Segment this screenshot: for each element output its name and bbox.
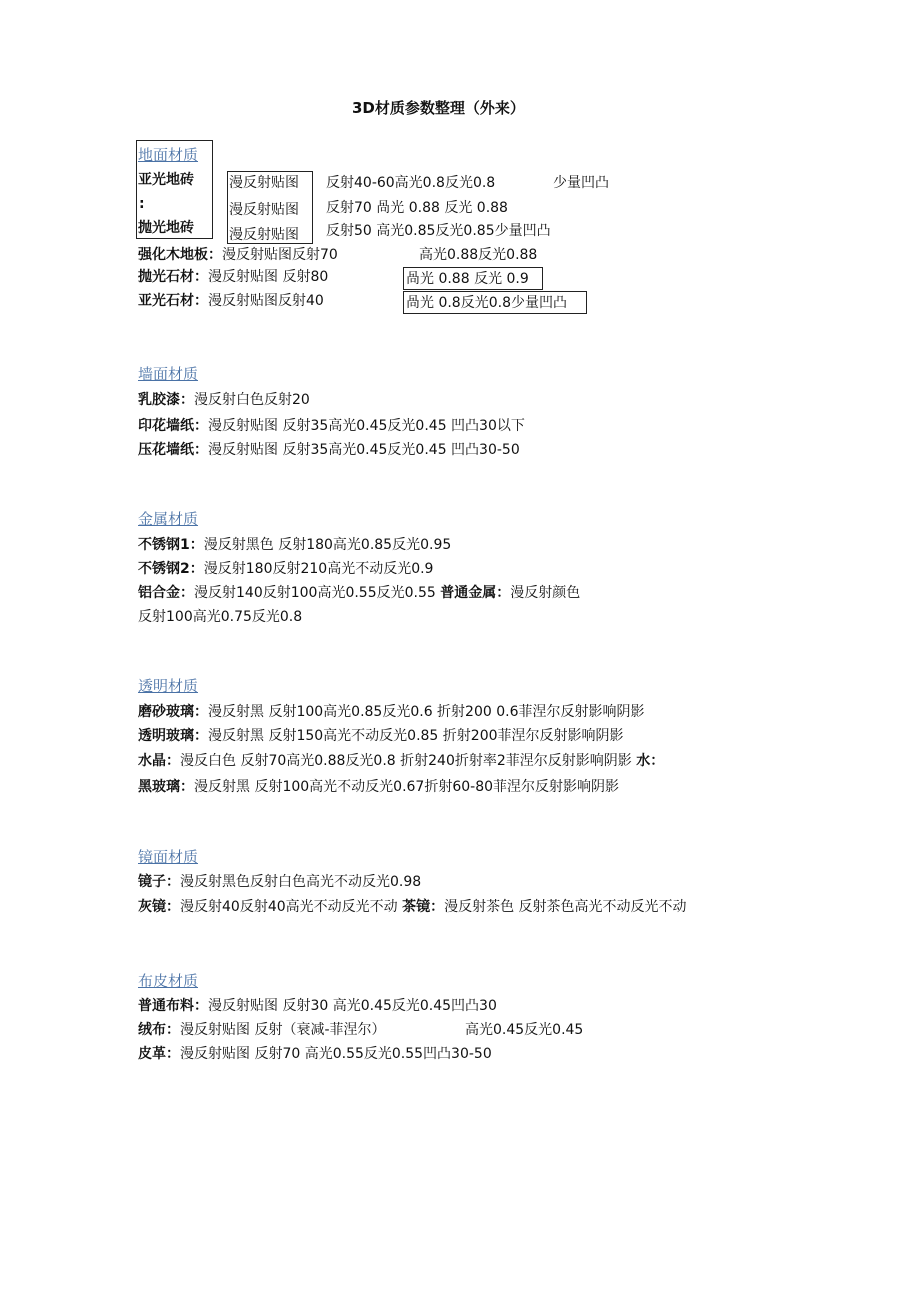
section-heading-floor: 地面材质 (138, 146, 199, 164)
velvet-label: 绒布： (138, 1022, 180, 1038)
section-heading-wall: 墙面材质 (138, 365, 199, 383)
crystal-label: 水晶： (138, 753, 180, 769)
aluminum-row (138, 584, 580, 602)
clear-glass-label: 透明玻璃： (138, 728, 208, 744)
section-heading-fabric: 布皮材质 (138, 972, 199, 990)
leather-value: 漫反射贴图 反射70 高光0.55反光0.55凹凸30-50 (180, 1046, 492, 1062)
embossed-wallpaper-value: 漫反射贴图 反射35高光0.45反光0.45 凹凸30-50 (208, 442, 520, 458)
frosted-glass-row (138, 703, 645, 721)
diffuse-map-label-1: 漫反射贴图 (229, 175, 299, 191)
leather-row (138, 1045, 492, 1063)
clear-glass-row (138, 727, 624, 745)
stainless-1-value: 漫反射黑色 反射180高光0.85反光0.95 (203, 537, 452, 553)
diffuse-map-label-3: 漫反射贴图 (229, 227, 299, 243)
tea-mirror-label: 茶镜： (402, 899, 445, 915)
matte-stone-row (138, 292, 324, 310)
section-heading-mirror: 镜面材质 (138, 848, 199, 866)
stainless-2-row (138, 560, 433, 578)
crystal-value: 漫反白色 反射70高光0.88反光0.8 折射240折射率2菲涅尔反射影响阴影 (180, 753, 632, 769)
polished-tile-label: 抛光地砖 (138, 220, 194, 236)
embossed-wallpaper-label: 压花墙纸： (138, 442, 208, 458)
section-heading-transparent: 透明材质 (138, 677, 199, 695)
grey-mirror-label: 灰镜： (138, 899, 180, 915)
laminate-highlight: 高光0.88反光0.88 (419, 247, 538, 263)
polished-stone-label: 抛光石材： (138, 269, 208, 285)
black-glass-label: 黑玻璃： (138, 779, 194, 795)
common-metal-continued: 反射100高光0.75反光0.8 (138, 609, 303, 625)
black-glass-value: 漫反射黑 反射100高光不动反光0.67折射60-80菲涅尔反射影响阴影 (194, 779, 620, 795)
floor-row-3-params: 反射50 高光0.85反光0.85少量凹凸 (326, 223, 551, 239)
stainless-2-label: 不锈钢2： (138, 561, 204, 577)
polished-stone-highlight: 咼光 0.88 反光 0.9 (406, 271, 529, 287)
matte-stone-value: 漫反射贴图反射40 (208, 293, 324, 309)
floor-row-1-params: 反射40-60高光0.8反光0.8 (326, 175, 496, 191)
embossed-wallpaper-row (138, 441, 520, 459)
latex-paint-row (138, 391, 310, 409)
laminate-value: 漫反射贴图反射70 (222, 247, 338, 263)
mirror-row (138, 873, 421, 891)
floor-row-2-params: 反射70 咼光 0.88 反光 0.88 (326, 200, 508, 216)
velvet-value: 漫反射贴图 反射（衰减-菲涅尔） (180, 1022, 386, 1038)
leather-label: 皮革： (138, 1046, 180, 1062)
printed-wallpaper-label: 印花墙纸： (138, 418, 208, 434)
diffuse-map-label-2: 漫反射贴图 (229, 202, 299, 218)
colon-mark: : (139, 196, 145, 212)
matte-stone-label: 亚光石材： (138, 293, 208, 309)
cloth-row (138, 997, 497, 1015)
black-glass-row (138, 778, 619, 796)
common-metal-label: 普通金属： (440, 585, 511, 601)
stainless-1-row (138, 536, 451, 554)
frosted-glass-label: 磨砂玻璃： (138, 704, 208, 720)
mirror-label: 镜子： (138, 874, 180, 890)
matte-stone-highlight: 咼光 0.8反光0.8少量凹凸 (406, 295, 567, 311)
polished-stone-row (138, 268, 328, 286)
water-label: 水： (636, 753, 665, 769)
cloth-value: 漫反射贴图 反射30 高光0.45反光0.45凹凸30 (208, 998, 497, 1014)
velvet-row (138, 1021, 386, 1039)
section-heading-metal: 金属材质 (138, 510, 199, 528)
frosted-glass-value: 漫反射黑 反射100高光0.85反光0.6 折射200 0.6菲涅尔反射影响阴影 (208, 704, 645, 720)
stainless-2-value: 漫反射180反射210高光不动反光0.9 (203, 561, 434, 577)
laminate-row (138, 246, 338, 264)
page-title: 3D材质参数整理（外来） (352, 99, 525, 117)
printed-wallpaper-value: 漫反射贴图 反射35高光0.45反光0.45 凹凸30以下 (208, 418, 525, 434)
cloth-label: 普通布料： (138, 998, 208, 1014)
laminate-label: 强化木地板： (138, 247, 222, 263)
common-metal-value: 漫反射颜色 (510, 585, 581, 601)
grey-mirror-row (138, 898, 687, 916)
crystal-row (138, 752, 664, 770)
tea-mirror-value: 漫反射茶色 反射茶色高光不动反光不动 (444, 899, 687, 915)
latex-paint-label: 乳胶漆： (138, 392, 194, 408)
polished-stone-value: 漫反射贴图 反射80 (208, 269, 329, 285)
aluminum-label: 铝合金： (138, 585, 194, 601)
floor-row-1-note: 少量凹凸 (553, 175, 609, 191)
aluminum-value: 漫反射140反射100高光0.55反光0.55 (194, 585, 436, 601)
velvet-highlight: 高光0.45反光0.45 (465, 1022, 584, 1038)
clear-glass-value: 漫反射黑 反射150高光不动反光0.85 折射200菲涅尔反射影响阴影 (208, 728, 624, 744)
stainless-1-label: 不锈钢1： (138, 537, 204, 553)
latex-paint-value: 漫反射白色反射20 (194, 392, 310, 408)
mirror-value: 漫反射黑色反射白色高光不动反光0.98 (180, 874, 422, 890)
printed-wallpaper-row (138, 417, 525, 435)
matte-tile-label: 亚光地砖 (138, 172, 194, 188)
grey-mirror-value: 漫反射40反射40高光不动反光不动 (180, 899, 398, 915)
